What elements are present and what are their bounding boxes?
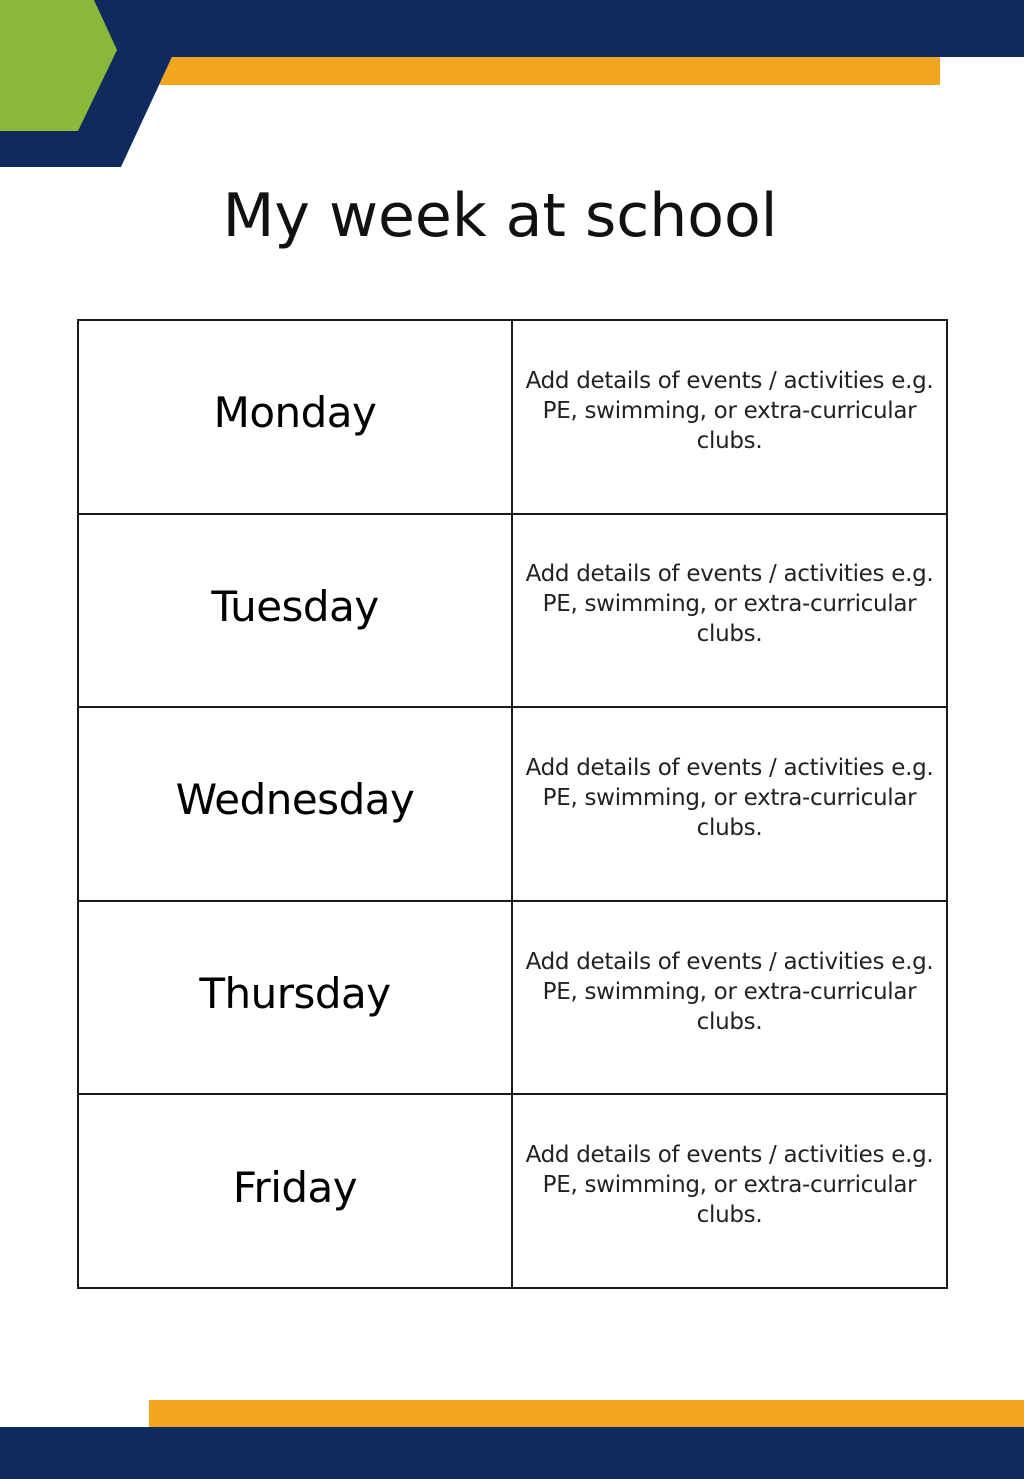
details-text: Add details of events / activities e.g. PE, swimming, or extra-curricular clubs.: [525, 561, 934, 648]
green-accent-shape: [0, 0, 117, 131]
details-cell[interactable]: [512, 707, 947, 901]
bottom-orange-stripe: [149, 1400, 1024, 1427]
day-label: Tuesday: [211, 581, 379, 631]
table-row: [78, 901, 947, 1095]
details-cell[interactable]: [512, 1094, 947, 1288]
day-cell: [78, 1094, 512, 1288]
details-text: Add details of events / activities e.g. PE, swimming, or extra-curricular clubs.: [525, 948, 934, 1035]
page-title: My week at school: [222, 181, 778, 251]
day-cell: [78, 707, 512, 901]
top-navy-band: [0, 0, 1024, 167]
details-text: Add details of events / activities e.g. PE, swimming, or extra-curricular clubs.: [525, 754, 934, 841]
table-row: [78, 320, 947, 514]
details-text: Add details of events / activities e.g. PE, swimming, or extra-curricular clubs.: [525, 1142, 934, 1229]
day-label: Thursday: [199, 969, 391, 1019]
details-cell[interactable]: [512, 514, 947, 708]
day-cell: [78, 514, 512, 708]
details-cell[interactable]: [512, 320, 947, 514]
day-label: Friday: [232, 1162, 358, 1212]
details-text: Add details of events / activities e.g. PE, swimming, or extra-curricular clubs.: [525, 367, 934, 454]
day-label: Wednesday: [175, 775, 415, 825]
weekly-schedule-table: [77, 319, 948, 1289]
bottom-navy-band: [0, 1427, 1024, 1479]
table-row: [78, 707, 947, 901]
table-row: [78, 1094, 947, 1288]
day-cell: [78, 320, 512, 514]
day-label: Monday: [213, 388, 377, 438]
table-row: [78, 514, 947, 708]
top-orange-stripe: [159, 57, 940, 85]
day-cell: [78, 901, 512, 1095]
details-cell[interactable]: [512, 901, 947, 1095]
